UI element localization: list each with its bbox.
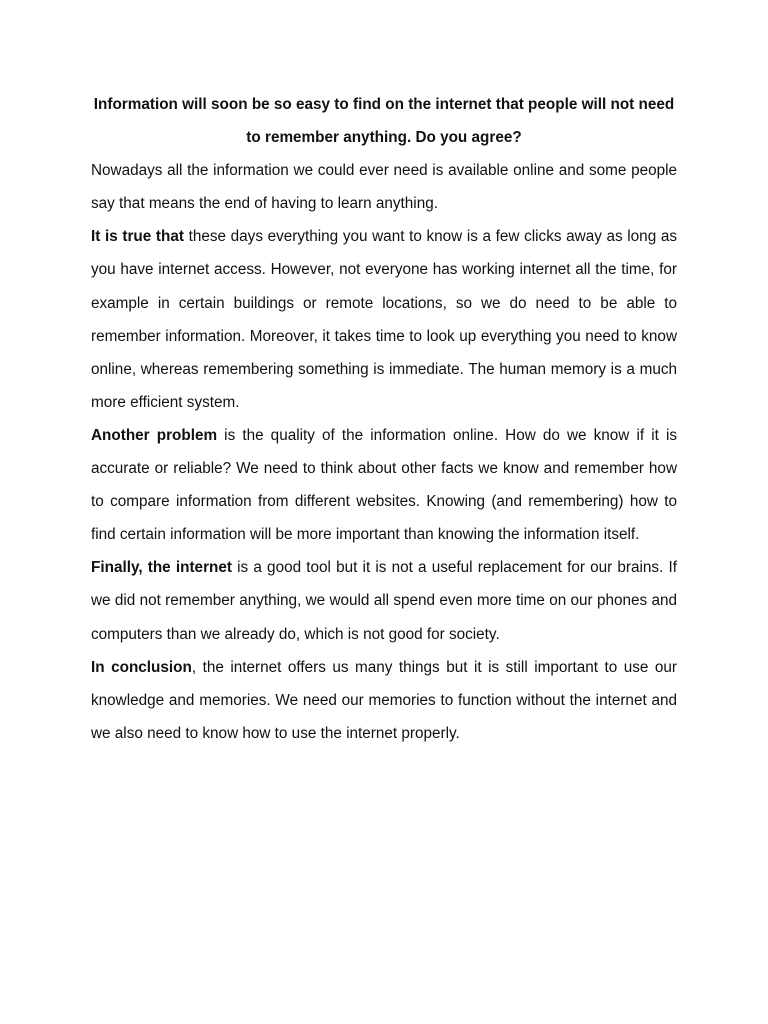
paragraph-intro <box>91 154 677 220</box>
paragraph-text: Nowadays all the information we could ever need is available online and some people say that means the end of having to learn anything. <box>91 162 677 213</box>
paragraph-text: these days everything you want to know is a few clicks away as long as you have internet access. However, not everyone has working internet all the time, for example in certain buildings or remote locations, so we do need to be able to remember information. Moreover, it takes time to look up everything you need to know online, whereas remembering something is immediate. The human memory is a much more efficient system. <box>91 228 677 411</box>
paragraph-lead: It is true that <box>91 228 184 246</box>
paragraph-text: , the internet offers us many things but it is still important to use our knowledge and memories. We need our memories to function without the internet and we also need to know how to use the internet properly. <box>91 658 678 742</box>
paragraph-availability <box>91 220 677 419</box>
paragraph-lead: In conclusion <box>91 658 192 676</box>
paragraph-text: is the quality of the information online. How do we know if it is accurate or reliable? We need to think about other facts we know and remember how to compare information from different websites. Knowing (and remembering) how to find certain information will be more important than knowing the information itself. <box>91 426 677 544</box>
document-body <box>91 88 677 750</box>
paragraph-quality <box>91 419 677 551</box>
paragraph-text: is a good tool but it is not a useful replacement for our brains. If we did not remember anything, we would all spend even more time on our phones and computers than we already do, which is not good for society. <box>91 559 677 643</box>
paragraph-lead: Another problem <box>91 426 218 444</box>
paragraph-finally <box>91 551 677 650</box>
paragraph-lead: Finally, the internet <box>91 559 232 577</box>
essay-title: Information will soon be so easy to find on the internet that people will not need to remember anything. Do you agree? <box>93 96 675 147</box>
paragraph-conclusion <box>91 651 677 750</box>
